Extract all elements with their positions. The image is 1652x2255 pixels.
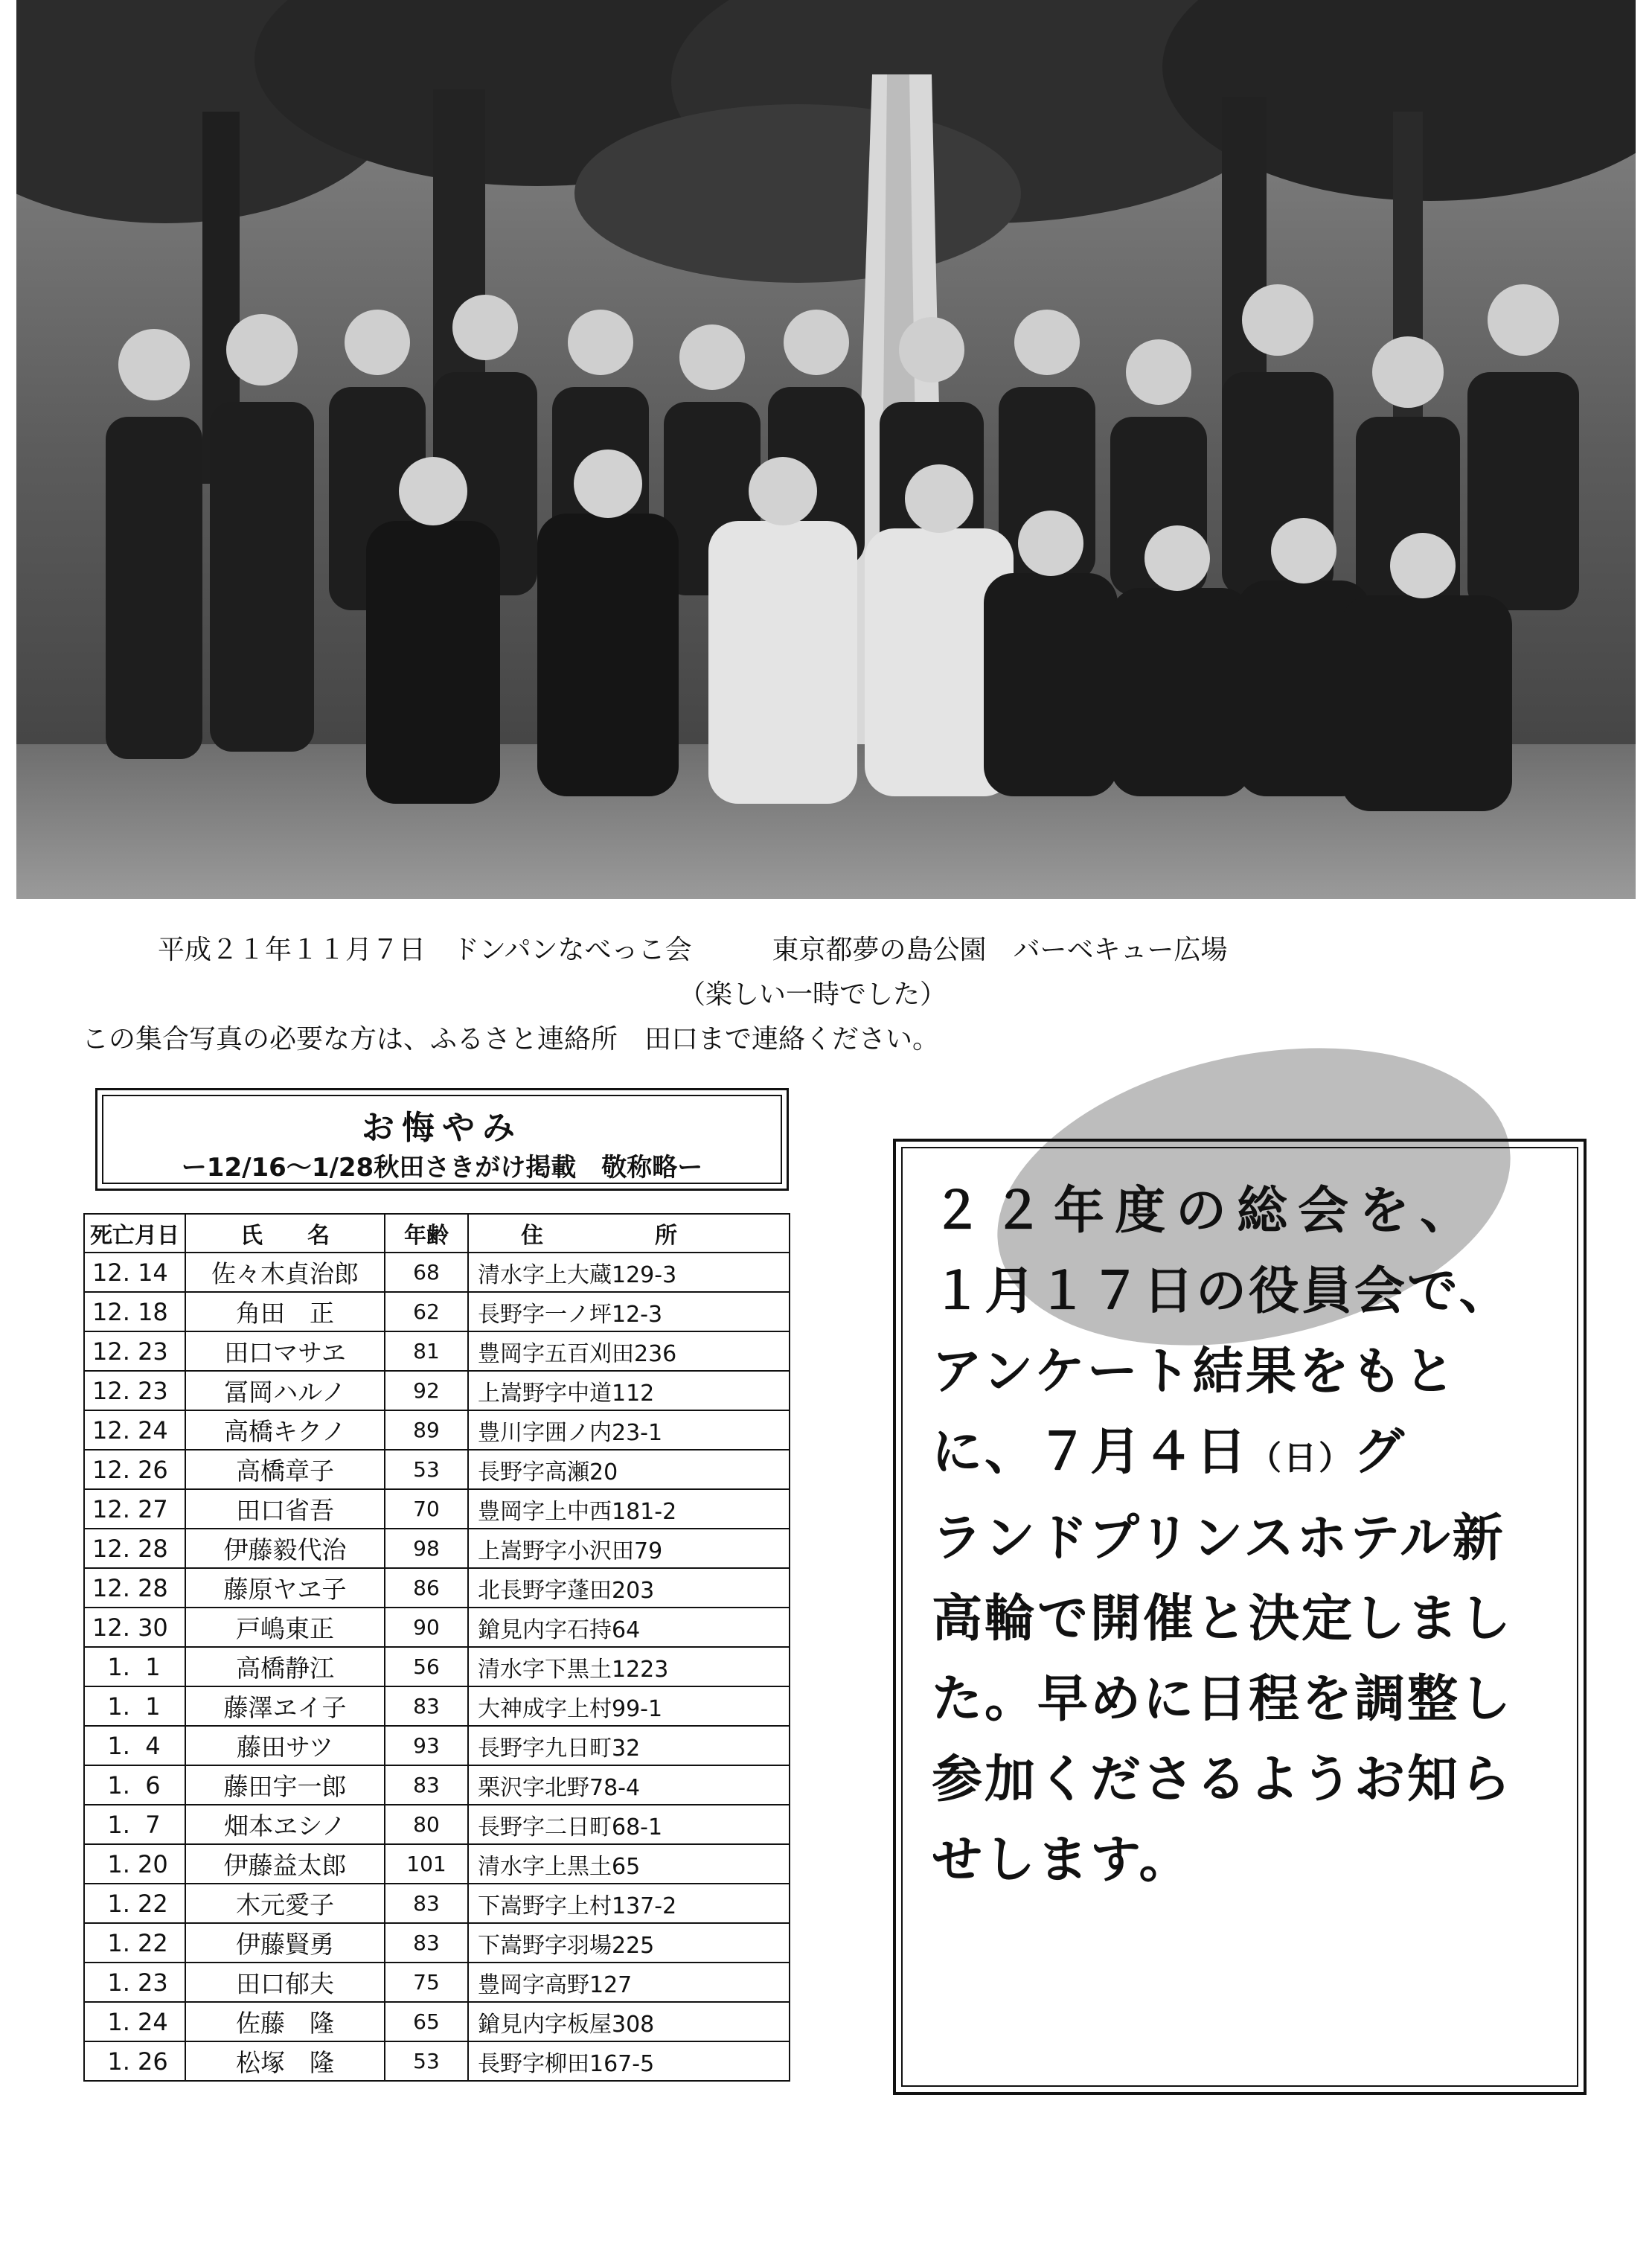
row-age: 83 — [385, 1765, 468, 1805]
row-address: 長野字二日町68-1 — [468, 1805, 790, 1844]
row-name: 高橋静江 — [185, 1647, 385, 1686]
table-row — [84, 1371, 790, 1410]
row-address: 清水字上黒土65 — [468, 1844, 790, 1884]
table-row — [84, 1568, 790, 1608]
row-age: 65 — [385, 2002, 468, 2041]
table-row — [84, 1450, 790, 1489]
row-age: 93 — [385, 1726, 468, 1765]
row-address: 栗沢字北野78-4 — [468, 1765, 790, 1805]
row-date: 1. 1 — [84, 1647, 185, 1686]
row-address: 清水字下黒土1223 — [468, 1647, 790, 1686]
row-date: 1. 6 — [84, 1765, 185, 1805]
row-name: 冨岡ハルノ — [185, 1371, 385, 1410]
row-name: 伊藤賢勇 — [185, 1923, 385, 1963]
obituary-subtitle: ー12/16～1/28秋田さきがけ掲載 敬称略ー — [181, 1153, 703, 1183]
row-date: 1. 7 — [84, 1805, 185, 1844]
row-date: 1. 23 — [84, 1963, 185, 2002]
row-age: 53 — [385, 1450, 468, 1489]
row-address: 長野字九日町32 — [468, 1726, 790, 1765]
row-age: 68 — [385, 1253, 468, 1292]
announcement-text — [932, 1171, 1557, 1901]
row-age: 70 — [385, 1489, 468, 1529]
announcement-line: 参加くださるようお知ら — [932, 1750, 1514, 1809]
row-age: 56 — [385, 1647, 468, 1686]
row-date: 1. 24 — [84, 2002, 185, 2041]
header-address: 住 所 — [468, 1214, 790, 1253]
announcement-box — [893, 1139, 1587, 2095]
row-name: 木元愛子 — [185, 1884, 385, 1923]
row-name: 戸嶋東正 — [185, 1608, 385, 1647]
row-address: 豊岡字高野127 — [468, 1963, 790, 2002]
row-date: 12. 18 — [84, 1292, 185, 1331]
row-date: 12. 26 — [84, 1450, 185, 1489]
announcement-line: ランドプリンスホテル新 — [932, 1509, 1505, 1568]
row-date: 12. 27 — [84, 1489, 185, 1529]
row-address: 豊岡字上中西181-2 — [468, 1489, 790, 1529]
row-name: 田口マサヱ — [185, 1331, 385, 1371]
table-row — [84, 2041, 790, 2081]
row-address: 豊岡字五百刈田236 — [468, 1331, 790, 1371]
row-age: 75 — [385, 1963, 468, 2002]
row-age: 80 — [385, 1805, 468, 1844]
table-row — [84, 1765, 790, 1805]
row-name: 松塚 隆 — [185, 2041, 385, 2081]
row-age: 86 — [385, 1568, 468, 1608]
row-address: 大神成字上村99-1 — [468, 1686, 790, 1726]
row-address: 長野字高瀬20 — [468, 1450, 790, 1489]
table-row — [84, 2002, 790, 2041]
row-age: 62 — [385, 1292, 468, 1331]
obituary-table — [83, 1213, 790, 2082]
row-age: 83 — [385, 1686, 468, 1726]
header-age: 年齢 — [385, 1214, 468, 1253]
row-age: 89 — [385, 1410, 468, 1450]
row-date: 12. 24 — [84, 1410, 185, 1450]
row-age: 83 — [385, 1884, 468, 1923]
row-age: 98 — [385, 1529, 468, 1568]
row-name: 伊藤毅代治 — [185, 1529, 385, 1568]
row-date: 1. 4 — [84, 1726, 185, 1765]
row-date: 12. 23 — [84, 1331, 185, 1371]
table-row — [84, 1608, 790, 1647]
row-date: 12. 28 — [84, 1529, 185, 1568]
row-name: 藤田宇一郎 — [185, 1765, 385, 1805]
table-row — [84, 1923, 790, 1963]
row-name: 佐藤 隆 — [185, 2002, 385, 2041]
row-date: 1. 26 — [84, 2041, 185, 2081]
row-date: 1. 20 — [84, 1844, 185, 1884]
photo-contact-note: この集合写真の必要な方は、ふるさと連絡所 田口まで連絡ください。 — [82, 1024, 940, 1055]
row-name: 藤原ヤヱ子 — [185, 1568, 385, 1608]
obituary-title: お悔やみ — [362, 1109, 522, 1147]
row-date: 12. 28 — [84, 1568, 185, 1608]
row-age: 92 — [385, 1371, 468, 1410]
table-row — [84, 1805, 790, 1844]
table-row — [84, 1647, 790, 1686]
photo-caption-note: （楽しい一時でした） — [679, 979, 947, 1010]
row-name: 高橋章子 — [185, 1450, 385, 1489]
announcement-date: に、７月４日 — [932, 1423, 1249, 1482]
group-photo — [16, 0, 1636, 899]
row-address: 上嵩野字小沢田79 — [468, 1529, 790, 1568]
header-date: 死亡月日 — [84, 1214, 185, 1253]
table-row — [84, 1726, 790, 1765]
announcement-line: た。早めに日程を調整し — [932, 1670, 1514, 1729]
row-address: 下嵩野字上村137-2 — [468, 1884, 790, 1923]
row-date: 1. 22 — [84, 1923, 185, 1963]
table-row — [84, 1410, 790, 1450]
row-address: 豊川字囲ノ内23-1 — [468, 1410, 790, 1450]
row-address: 清水字上大蔵129-3 — [468, 1253, 790, 1292]
announcement-line: １月１７日の役員会で、 — [932, 1262, 1512, 1321]
row-age: 81 — [385, 1331, 468, 1371]
row-age: 90 — [385, 1608, 468, 1647]
table-row — [84, 1963, 790, 2002]
table-row — [84, 1844, 790, 1884]
row-address: 長野字一ノ坪12-3 — [468, 1292, 790, 1331]
announcement-weekday: （日） — [1249, 1439, 1354, 1477]
row-age: 83 — [385, 1923, 468, 1963]
row-age: 53 — [385, 2041, 468, 2081]
group-photo-image — [16, 0, 1636, 899]
announcement-line — [932, 1413, 1557, 1499]
row-name: 伊藤益太郎 — [185, 1844, 385, 1884]
row-name: 角田 正 — [185, 1292, 385, 1331]
table-row — [84, 1331, 790, 1371]
row-name: 藤田サツ — [185, 1726, 385, 1765]
table-row — [84, 1489, 790, 1529]
announcement-line: ２２年度の総会を、 — [932, 1182, 1482, 1241]
obituary-header — [95, 1088, 789, 1191]
row-address: 鎗見内字石持64 — [468, 1608, 790, 1647]
row-address: 鎗見内字板屋308 — [468, 2002, 790, 2041]
row-name: 田口郁夫 — [185, 1963, 385, 2002]
table-header-row — [84, 1214, 790, 1253]
table-row — [84, 1292, 790, 1331]
row-name: 高橋キクノ — [185, 1410, 385, 1450]
table-row — [84, 1253, 790, 1292]
row-date: 12. 23 — [84, 1371, 185, 1410]
row-date: 12. 14 — [84, 1253, 185, 1292]
row-name: 畑本ヱシノ — [185, 1805, 385, 1844]
row-address: 下嵩野字羽場225 — [468, 1923, 790, 1963]
row-name: 田口省吾 — [185, 1489, 385, 1529]
announcement-fragment: グ — [1354, 1423, 1407, 1482]
row-name: 藤澤ヱイ子 — [185, 1686, 385, 1726]
table-row — [84, 1884, 790, 1923]
row-date: 12. 30 — [84, 1608, 185, 1647]
announcement-line: せします。 — [932, 1831, 1192, 1890]
row-name: 佐々木貞治郎 — [185, 1253, 385, 1292]
row-address: 長野字柳田167-5 — [468, 2041, 790, 2081]
announcement-line: 高輪で開催と決定しまし — [932, 1590, 1514, 1648]
announcement-line: アンケート結果をもと — [932, 1343, 1457, 1401]
table-row — [84, 1686, 790, 1726]
row-date: 1. 22 — [84, 1884, 185, 1923]
table-row — [84, 1529, 790, 1568]
row-address: 上嵩野字中道112 — [468, 1371, 790, 1410]
header-name: 氏 名 — [185, 1214, 385, 1253]
row-age: 101 — [385, 1844, 468, 1884]
photo-caption: 平成２１年１１月７日 ドンパンなべっこ会 東京都夢の島公園 バーベキュー広場 — [158, 935, 1228, 965]
row-address: 北長野字蓬田203 — [468, 1568, 790, 1608]
row-date: 1. 1 — [84, 1686, 185, 1726]
